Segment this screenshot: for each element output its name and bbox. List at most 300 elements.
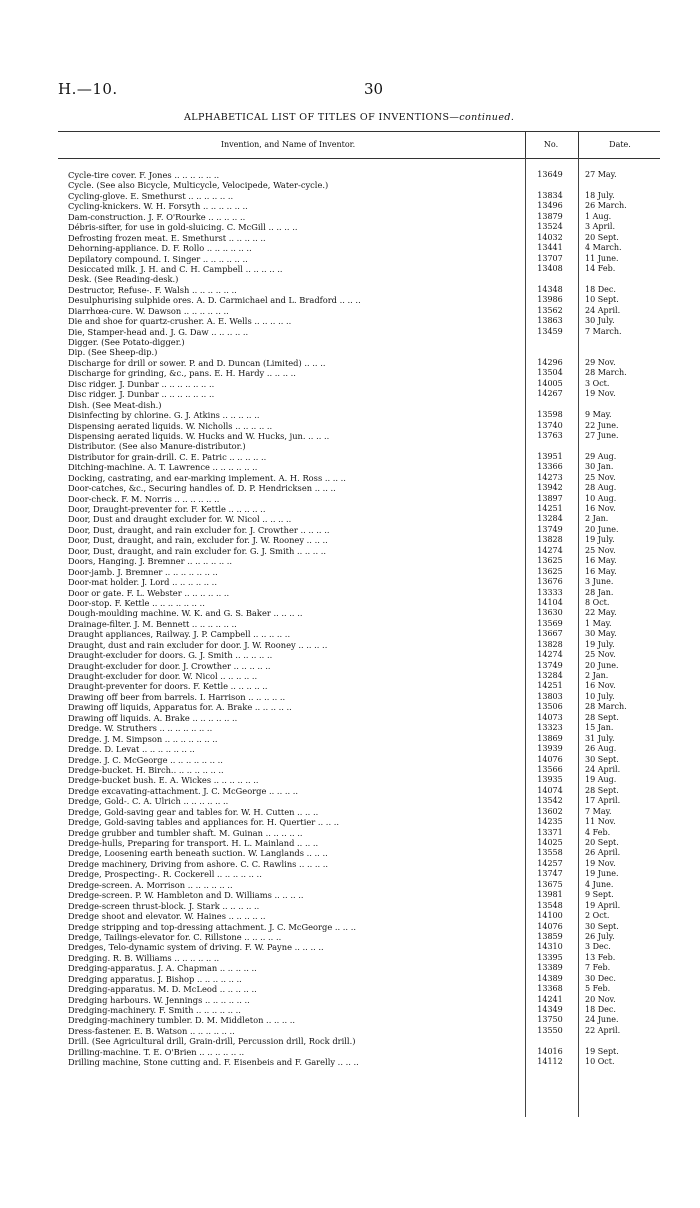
table-row xyxy=(58,702,660,712)
entry-date: 29 Aug. xyxy=(585,451,617,461)
entry-title: Cycle-tire cover. F. Jones .. .. .. .. .. .. xyxy=(68,170,220,180)
table-row xyxy=(58,901,660,911)
entry-date: 20 Nov. xyxy=(585,994,616,1004)
page-header xyxy=(58,80,660,104)
entry-title: Destructor, Refuse-. F. Walsh .. .. .. .. .. .. xyxy=(68,284,237,295)
entry-number: 13459 xyxy=(537,326,563,336)
entry-date: 15 Jan. xyxy=(585,723,614,733)
entry-title: Doors, Hanging. J. Bremner .. .. .. .. .. .. xyxy=(68,556,233,567)
table-row xyxy=(58,932,660,942)
entry-number: 13942 xyxy=(537,483,563,493)
entry-title: Dam-construction. J. F. O'Rourke .. .. .. .. .. xyxy=(68,211,246,222)
table-row xyxy=(58,681,660,691)
column-header-date: Date. xyxy=(578,132,661,158)
entry-title: Door-check. F. M. Norris .. .. .. .. .. .. xyxy=(68,493,220,504)
entry-number: 13667 xyxy=(537,629,563,639)
entry-title: Distributor for grain-drill. C. E. Patric .. .. .. .. .. xyxy=(68,451,267,462)
entry-number: 13828 xyxy=(537,639,563,649)
entry-title: Dredge-screen. P. W. Hambleton and D. Williams .. .. .. .. xyxy=(68,890,304,901)
table-row xyxy=(58,838,660,848)
table-row xyxy=(58,817,660,827)
entry-date: 30 Sept. xyxy=(585,921,619,931)
entry-number: 13284 xyxy=(537,671,563,680)
table-row xyxy=(58,494,660,504)
entry-date: 13 Feb. xyxy=(585,952,616,962)
table-row xyxy=(58,723,660,733)
entry-date: 8 Oct. xyxy=(585,597,610,607)
entry-title: Draught-preventer for doors. F. Kettle .. .. .. .. .. xyxy=(68,681,268,692)
table-row xyxy=(58,483,660,493)
entry-number: 13284 xyxy=(537,514,563,524)
entry-number: 13506 xyxy=(537,702,563,712)
entry-number: 13598 xyxy=(537,410,563,420)
entry-date: 19 Nov. xyxy=(585,858,616,868)
entry-number: 14005 xyxy=(537,378,563,388)
entry-date: 10 Aug. xyxy=(585,493,617,503)
entry-title: Dredge. W. Struthers .. .. .. .. .. .. .. xyxy=(68,723,213,734)
entry-date: 26 March. xyxy=(585,201,627,211)
entry-date: 18 Dec. xyxy=(585,284,616,294)
table-row xyxy=(58,1015,660,1025)
table-row xyxy=(58,755,660,765)
table-row xyxy=(58,254,660,264)
table-row xyxy=(58,295,660,305)
entry-number: 14274 xyxy=(537,650,563,660)
entry-date: 16 May. xyxy=(585,566,617,576)
entry-title: Dredge. D. Levat .. .. .. .. .. .. .. xyxy=(68,744,195,755)
entry-number: 13951 xyxy=(537,451,563,461)
entry-title: Drawing off liquids. A. Brake .. .. .. .. .. .. xyxy=(68,712,238,723)
entry-date: 10 July. xyxy=(585,691,615,701)
entry-number: 14310 xyxy=(537,942,563,952)
entry-date: 22 June. xyxy=(585,420,619,430)
entry-date: 4 March. xyxy=(585,243,622,253)
entry-date: 19 July. xyxy=(585,535,615,545)
entry-number: 13749 xyxy=(537,660,563,670)
entry-title: Draught-excluder for door. J. Crowther .. .. .. .. .. xyxy=(68,660,271,671)
entry-date: 25 Nov. xyxy=(585,650,616,660)
entry-date: 1 Aug. xyxy=(585,211,612,221)
entry-title: Draught appliances, Railway. J. P. Campbell .. .. .. .. .. xyxy=(68,629,291,640)
entry-title: Disinfecting by chlorine. G. J. Atkins .. .. .. .. .. xyxy=(68,410,260,421)
list-title xyxy=(184,112,514,123)
entry-number: 13879 xyxy=(537,211,563,221)
table-row xyxy=(58,535,660,545)
entry-number: 13389 xyxy=(537,963,563,973)
entry-number: 14076 xyxy=(537,921,563,931)
table-row xyxy=(58,995,660,1005)
entry-date: 16 Nov. xyxy=(585,504,616,513)
entry-title: Dredge, Gold-. C. A. Ulrich .. .. .. .. .. .. xyxy=(68,796,229,807)
entry-number: 14032 xyxy=(537,232,563,242)
entry-date: 20 Sept. xyxy=(585,232,619,242)
entry-title: Draught, dust and rain excluder for door. J. W. Rooney .. .. .. .. xyxy=(68,639,328,650)
table-row xyxy=(58,984,660,994)
table-row xyxy=(58,692,660,702)
entry-date: 3 April. xyxy=(585,222,616,232)
table-row xyxy=(58,953,660,963)
entry-number: 13395 xyxy=(537,952,563,962)
entry-title: Die and shoe for quartz-crusher. A. E. Wells .. .. .. .. .. xyxy=(68,316,292,327)
table-row xyxy=(58,629,660,639)
entries-list xyxy=(58,170,660,1068)
table-row xyxy=(58,1057,660,1067)
entry-title: Desulphurising sulphide ores. A. D. Carmichael and L. Bradford .. .. .. xyxy=(68,295,361,306)
entry-date: 28 Aug. xyxy=(585,483,617,493)
entry-number: 13548 xyxy=(537,900,563,910)
table-row xyxy=(58,546,660,556)
table-row xyxy=(58,963,660,973)
table-row xyxy=(58,922,660,932)
entry-date: 30 July. xyxy=(585,316,615,326)
entry-title: Door, Dust and draught excluder for. W. Nicol .. .. .. .. xyxy=(68,514,292,525)
page-number: 30 xyxy=(364,80,384,98)
entry-title: Dredge, Gold-saving tables and appliances for. H. Quertier .. .. .. xyxy=(68,817,339,828)
entry-date: 11 Nov. xyxy=(585,817,616,827)
table-row xyxy=(58,462,660,472)
table-row xyxy=(58,243,660,253)
entry-number: 14016 xyxy=(537,1046,563,1056)
entry-number: 13803 xyxy=(537,691,563,701)
entry-title: Ditching-machine. A. T. Lawrence .. .. .. .. .. .. xyxy=(68,462,258,473)
entry-title: Dredge-hulls, Preparing for transport. H. L. Mainland .. .. .. xyxy=(68,838,319,848)
table-row xyxy=(58,650,660,660)
entry-number: 13649 xyxy=(537,170,563,179)
entry-number: 13630 xyxy=(537,608,563,618)
table-row xyxy=(58,713,660,723)
entry-title: Door, Dust, draught, and rain excluder for. G. J. Smith .. .. .. .. xyxy=(68,545,326,556)
entry-title: Distributor. (See also Manure-distributor.) xyxy=(68,441,246,452)
entry-date: 2 Oct. xyxy=(585,911,610,921)
entry-title: Drill. (See Agricultural drill, Grain-drill, Percussion drill, Rock drill.) xyxy=(68,1036,356,1047)
entry-number: 13676 xyxy=(537,577,563,587)
entry-title: Dispensing aerated liquids. W. Hucks and W. Hucks, jun. .. .. .. xyxy=(68,430,330,441)
table-row xyxy=(58,285,660,295)
entry-number: 13869 xyxy=(537,733,563,743)
entry-title: Dredge-screen thrust-block. J. Stark .. .. .. .. .. xyxy=(68,900,260,911)
table-row xyxy=(58,734,660,744)
entry-date: 22 April. xyxy=(585,1025,621,1035)
table-row xyxy=(58,191,660,201)
entry-date: 2 Jan. xyxy=(585,671,609,680)
entry-date: 20 June. xyxy=(585,524,619,534)
entry-number: 14100 xyxy=(537,911,563,921)
entry-date: 19 Nov. xyxy=(585,389,616,399)
entry-date: 30 Sept. xyxy=(585,754,619,764)
table-row xyxy=(58,379,660,389)
table-row xyxy=(58,869,660,879)
table-row xyxy=(58,504,660,514)
entry-title: Die, Stamper-head and. J. G. Daw .. .. .. .. .. xyxy=(68,326,249,337)
entry-date: 29 Nov. xyxy=(585,357,616,367)
entry-number: 13408 xyxy=(537,263,563,273)
entry-number: 13558 xyxy=(537,848,563,858)
entry-number: 13323 xyxy=(537,723,563,733)
entry-number: 13981 xyxy=(537,890,563,900)
entry-number: 14076 xyxy=(537,754,563,764)
document-reference: H.—10. xyxy=(58,80,118,98)
list-title-suffix: continued. xyxy=(459,112,515,123)
column-header-invention: Invention, and Name of Inventor. xyxy=(220,140,356,149)
entry-title: Drainage-filter. J. M. Bennett .. .. .. .. .. .. xyxy=(68,618,237,629)
entry-number: 13740 xyxy=(537,420,563,430)
entry-date: 26 Aug. xyxy=(585,744,617,754)
entry-number: 13763 xyxy=(537,430,563,440)
entry-number: 13602 xyxy=(537,806,563,816)
entry-number: 13986 xyxy=(537,295,563,305)
table-row xyxy=(58,796,660,806)
table-row xyxy=(58,608,660,618)
entry-number: 13562 xyxy=(537,305,563,315)
table-row xyxy=(58,911,660,921)
entry-number: 14074 xyxy=(537,785,563,795)
entry-number: 13863 xyxy=(537,316,563,326)
entry-date: 17 April. xyxy=(585,796,621,806)
entry-title: Débris-sifter, for use in gold-sluicing. C. McGill .. .. .. .. xyxy=(68,222,298,233)
entry-date: 28 Jan. xyxy=(585,587,614,597)
entry-number: 13859 xyxy=(537,931,563,941)
entry-number: 13935 xyxy=(537,775,563,785)
entry-date: 9 Sept. xyxy=(585,890,614,900)
entry-date: 7 Feb. xyxy=(585,963,611,973)
entry-title: Dredge machinery, Driving from ashore. C. C. Rawlins .. .. .. .. xyxy=(68,858,329,869)
entry-title: Dip. (See Sheep-dip.) xyxy=(68,347,158,358)
entry-title: Dredge-screen. A. Morrison .. .. .. .. .. .. xyxy=(68,879,233,890)
table-row xyxy=(58,170,660,180)
entry-number: 14025 xyxy=(537,838,563,847)
entry-number: 14267 xyxy=(537,389,563,399)
entry-number: 14073 xyxy=(537,712,563,722)
entry-date: 22 May. xyxy=(585,608,617,618)
table-row xyxy=(58,556,660,566)
table-row xyxy=(58,316,660,326)
entry-date: 10 Oct. xyxy=(585,1057,615,1067)
entry-title: Dredge. J. M. Simpson .. .. .. .. .. .. .. xyxy=(68,733,218,744)
entry-number: 14235 xyxy=(537,817,563,827)
table-row xyxy=(58,441,660,451)
entry-date: 4 June. xyxy=(585,879,614,889)
entry-date: 28 March. xyxy=(585,368,627,378)
table-row xyxy=(58,880,660,890)
table-row xyxy=(58,807,660,817)
entry-number: 14251 xyxy=(537,504,563,513)
entry-date: 19 Aug. xyxy=(585,775,617,785)
table-row xyxy=(58,619,660,629)
entry-date: 28 Sept. xyxy=(585,712,619,722)
entry-title: Dredge, Prospecting-. R. Cockerell .. .. .. .. .. .. xyxy=(68,869,262,880)
table-row xyxy=(58,410,660,420)
entry-number: 13569 xyxy=(537,618,563,628)
entry-date: 7 March. xyxy=(585,326,622,336)
entry-title: Door, Dust, draught, and rain, excluder for. J. W. Rooney .. .. .. xyxy=(68,535,328,546)
entry-number: 13524 xyxy=(537,222,563,232)
entry-number: 14241 xyxy=(537,994,563,1004)
entry-title: Dredge excavating-attachment. J. C. McGeorge .. .. .. .. xyxy=(68,785,299,796)
entry-title: Disc ridger. J. Dunbar .. .. .. .. .. .. .. xyxy=(68,389,215,400)
entry-date: 24 April. xyxy=(585,305,621,315)
entry-title: Discharge for drill or sower. P. and D. Duncan (Limited) .. .. .. xyxy=(68,357,326,368)
entry-date: 26 April. xyxy=(585,848,621,858)
entry-number: 14251 xyxy=(537,681,563,691)
table-row xyxy=(58,859,660,869)
entry-date: 16 May. xyxy=(585,556,617,566)
entry-number: 14112 xyxy=(537,1057,563,1067)
entry-number: 13828 xyxy=(537,535,563,545)
entry-number: 13750 xyxy=(537,1015,563,1025)
entry-number: 14257 xyxy=(537,858,563,868)
entry-title: Door-jamb. J. Bremner .. .. .. .. .. .. .. xyxy=(68,566,218,577)
table-row xyxy=(58,327,660,337)
entry-date: 25 Nov. xyxy=(585,472,616,482)
entry-title: Drilling-machine. T. E. O'Brien .. .. .. .. .. .. xyxy=(68,1046,245,1057)
table-row xyxy=(58,974,660,984)
table-row xyxy=(58,212,660,222)
table-row xyxy=(58,775,660,785)
table-row xyxy=(58,368,660,378)
entry-title: Desiccated milk. J. H. and C. H. Campbell .. .. .. .. .. xyxy=(68,263,283,274)
table-row xyxy=(58,1005,660,1015)
entry-title: Door, Dust, draught, and rain excluder for. J. Crowther .. .. .. .. xyxy=(68,524,330,535)
entry-title: Dredge, Gold-saving gear and tables for. W. H. Cutten .. .. .. xyxy=(68,806,319,817)
entry-date: 20 Sept. xyxy=(585,838,619,847)
entry-number: 14349 xyxy=(537,1005,563,1014)
table-row xyxy=(58,567,660,577)
entry-number: 13504 xyxy=(537,368,563,378)
table-row xyxy=(58,233,660,243)
entry-date: 19 April. xyxy=(585,900,621,910)
entry-title: Dispensing aerated liquids. W. Nicholls .. .. .. .. .. xyxy=(68,420,273,431)
table-row xyxy=(58,525,660,535)
table-row xyxy=(58,473,660,483)
entry-date: 24 April. xyxy=(585,764,621,774)
table-row xyxy=(58,1047,660,1057)
entry-number: 13625 xyxy=(537,566,563,576)
entry-title: Dredge. J. C. McGeorge .. .. .. .. .. .. .. xyxy=(68,754,223,765)
entry-title: Dredging harbours. W. Jennings .. .. .. .. .. .. xyxy=(68,994,250,1005)
entry-title: Defrosting frozen meat. E. Smethurst .. .. .. .. .. xyxy=(68,232,266,243)
entry-number: 14273 xyxy=(537,472,563,482)
entry-date: 27 May. xyxy=(585,170,617,179)
entry-title: Dredge-bucket bush. E. A. Wickes .. .. .. .. .. .. xyxy=(68,775,259,786)
entry-title: Diarrhœa-cure. W. Dawson .. .. .. .. .. .. xyxy=(68,305,229,316)
entry-number: 13333 xyxy=(537,587,563,597)
table-row xyxy=(58,640,660,650)
entry-title: Dredging apparatus. J. Bishop .. .. .. .. .. .. xyxy=(68,973,242,984)
entry-date: 3 June. xyxy=(585,577,614,587)
entry-date: 10 Sept. xyxy=(585,295,619,305)
entry-title: Cycling-glove. E. Smethurst .. .. .. .. .. .. xyxy=(68,190,234,201)
entry-date: 28 March. xyxy=(585,702,627,712)
table-row xyxy=(58,1036,660,1046)
entry-date: 16 Nov. xyxy=(585,681,616,691)
entry-date: 3 Oct. xyxy=(585,378,610,388)
entry-title: Disc ridger. J. Dunbar .. .. .. .. .. .. .. xyxy=(68,378,215,389)
entry-date: 18 Dec. xyxy=(585,1005,616,1014)
entry-title: Draught-excluder for door. W. Nicol .. .. .. .. .. xyxy=(68,671,258,681)
entry-title: Discharge for grinding, &c., pans. E. H. Hardy .. .. .. .. xyxy=(68,368,296,379)
entry-number: 13542 xyxy=(537,796,563,806)
entry-date: 27 June. xyxy=(585,430,619,440)
table-row xyxy=(58,274,660,284)
entry-title: Drilling machine, Stone cutting and. F. Eisenbeis and F. Garelly .. .. .. xyxy=(68,1057,359,1068)
entry-title: Docking, castrating, and ear-marking implement. A. H. Ross .. .. .. xyxy=(68,472,346,483)
list-title-main: ALPHABETICAL LIST OF TITLES OF INVENTIONS— xyxy=(184,112,460,123)
entry-date: 30 Jan. xyxy=(585,462,614,472)
entry-date: 2 Jan. xyxy=(585,514,609,524)
entry-title: Dredging-machinery tumbler. D. M. Middleton .. .. .. .. xyxy=(68,1015,296,1026)
table-row xyxy=(58,337,660,347)
entry-number: 13566 xyxy=(537,764,563,774)
table-row xyxy=(58,180,660,190)
entry-date: 9 May. xyxy=(585,410,612,420)
entry-number: 13496 xyxy=(537,201,563,211)
entry-date: 4 Feb. xyxy=(585,827,611,837)
entry-date: 1 May. xyxy=(585,618,612,628)
entry-number: 14274 xyxy=(537,545,563,555)
table-row xyxy=(58,201,660,211)
entry-date: 19 July. xyxy=(585,639,615,649)
entry-date: 26 July. xyxy=(585,931,615,941)
entry-title: Cycle. (See also Bicycle, Multicycle, Velocipede, Water-cycle.) xyxy=(68,180,329,191)
column-header-no: No. xyxy=(525,132,576,158)
table-row xyxy=(58,848,660,858)
table-row xyxy=(58,421,660,431)
entry-title: Depilatory compound. I. Singer .. .. .. .. .. .. xyxy=(68,253,248,264)
entry-date: 31 July. xyxy=(585,733,615,743)
entry-number: 13368 xyxy=(537,984,563,994)
table-row xyxy=(58,306,660,316)
entry-date: 25 Nov. xyxy=(585,545,616,555)
entry-title: Door-mat holder. J. Lord .. .. .. .. .. .. xyxy=(68,577,217,588)
entry-number: 14104 xyxy=(537,597,563,607)
entry-date: 11 June. xyxy=(585,253,619,263)
table-row xyxy=(58,514,660,524)
table-row xyxy=(58,347,660,357)
entry-date: 7 May. xyxy=(585,806,612,816)
entry-date: 19 Sept. xyxy=(585,1046,619,1056)
table-row xyxy=(58,890,660,900)
table-row xyxy=(58,661,660,671)
entry-number: 13441 xyxy=(537,243,563,253)
entry-date: 3 Dec. xyxy=(585,942,611,952)
entry-date: 14 Feb. xyxy=(585,263,616,273)
entry-number: 13625 xyxy=(537,556,563,566)
table-row xyxy=(58,588,660,598)
entry-title: Dredging-machinery. F. Smith .. .. .. .. .. .. xyxy=(68,1005,241,1015)
entry-title: Digger. (See Potato-digger.) xyxy=(68,337,185,347)
entry-title: Dress-fastener. E. B. Watson .. .. .. .. .. .. xyxy=(68,1025,235,1036)
entry-title: Dredging-apparatus. J. A. Chapman .. .. .. .. .. xyxy=(68,963,257,974)
entry-title: Dredge shoot and elevator. W. Haines .. .. .. .. .. xyxy=(68,911,266,922)
entry-number: 14296 xyxy=(537,357,563,367)
table-row xyxy=(58,577,660,587)
table-row xyxy=(58,744,660,754)
entry-number: 13366 xyxy=(537,462,563,472)
entry-title: Door-catches, &c., Securing handles of. D. P. Hendricksen .. .. .. xyxy=(68,483,336,494)
table-row xyxy=(58,389,660,399)
table-row xyxy=(58,671,660,681)
table-row xyxy=(58,828,660,838)
entry-title: Dredge stripping and top-dressing attachment. J. C. McGeorge .. .. .. xyxy=(68,921,356,932)
table-row xyxy=(58,1026,660,1036)
entry-date: 18 July. xyxy=(585,190,615,200)
table-header xyxy=(58,131,660,159)
entry-date: 20 June. xyxy=(585,660,619,670)
entry-title: Dehorning-appliance. D. F. Rollo .. .. .. .. .. .. xyxy=(68,243,252,254)
entry-number: 13749 xyxy=(537,524,563,534)
entry-title: Door or gate. F. L. Webster .. .. .. .. .. .. xyxy=(68,587,230,598)
entry-title: Dredge, Loosening earth beneath suction. W. Langlands .. .. .. xyxy=(68,848,328,859)
